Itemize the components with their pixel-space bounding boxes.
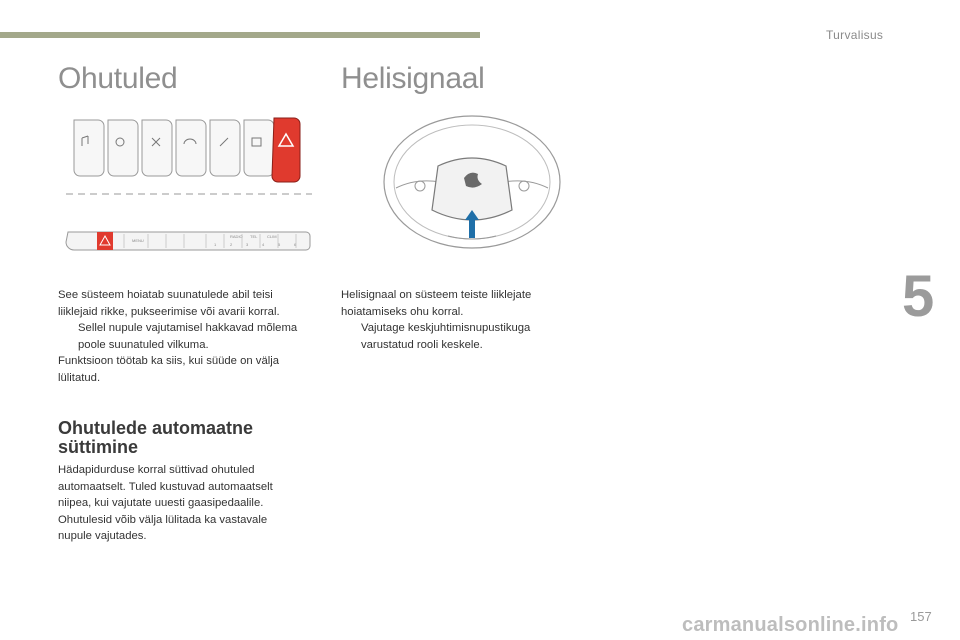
- page-number: 157: [910, 609, 932, 624]
- switch-row-illustration: [64, 112, 314, 202]
- automatic-activation-text: Hädapidurduse korral süttivad ohutuled automaatselt. Tuled kustuvad automaatselt niipea, kui vajutate uuesti gaasipedaalile. Ohutulesid võib välja lülitada ka vastavale nupule vajutades.: [58, 464, 273, 542]
- title-horn: Helisignaal: [341, 62, 485, 95]
- horn-bullet-text: Vajutage keskjuhtimisnupustikuga varustatud rooli keskele.: [361, 322, 531, 351]
- panel-label-radio: RADIO: [230, 234, 243, 239]
- panel-label-5: 5: [278, 242, 281, 247]
- panel-label-clim: CLIM: [267, 234, 277, 239]
- hazard-note: Funktsioon töötab ka siis, kui süüde on välja lülitatud.: [58, 355, 280, 384]
- subtitle-automatic-activation: Ohutulede automaatne süttimine: [58, 418, 254, 457]
- hazard-bullet: [58, 320, 308, 353]
- steering-wheel-illustration: [380, 110, 564, 250]
- header-accent-bar: [0, 32, 480, 38]
- horn-intro: Helisignaal on süsteem teiste liiklejate hoiatamiseks ohu korral.: [341, 289, 532, 318]
- panel-label-1: 1: [214, 242, 217, 247]
- watermark: carmanualsonline.info: [682, 614, 899, 636]
- hazard-intro: See süsteem hoiatab suunatulede abil teisi liiklejaid rikke, pukseerimise või avarii korral.: [58, 289, 280, 318]
- horn-bullet: [341, 320, 571, 353]
- panel-label-4: 4: [262, 242, 265, 247]
- panel-label-2: 2: [230, 242, 233, 247]
- section-name: Turvalisus: [826, 28, 884, 42]
- panel-label-menu: MENU: [132, 238, 144, 243]
- panel-label-tel: TEL: [250, 234, 258, 239]
- control-panel-illustration: [64, 226, 314, 256]
- hazard-bullet-text: Sellel nupule vajutamisel hakkavad mõlema poole suunatuled vilkuma.: [78, 322, 298, 351]
- panel-label-3: 3: [246, 242, 249, 247]
- title-hazard-lights: Ohutuled: [58, 62, 178, 95]
- panel-label-6: 6: [294, 242, 297, 247]
- chapter-number: 5: [902, 264, 935, 329]
